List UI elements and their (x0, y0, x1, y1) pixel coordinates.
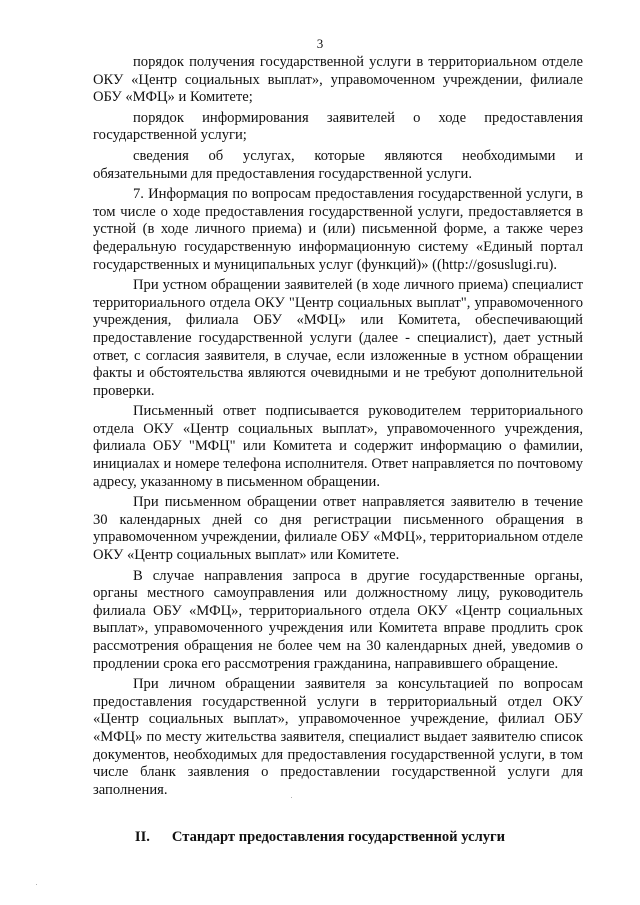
paragraph-written-answer: Письменный ответ подписывается руководителем территориального отдела ОКУ «Центр социальных выплат», управомоченного учреждения, филиала ОБУ "МФЦ" или Комитета и содержит информацию о фамилии, инициалах и номере телефона исполнителя. Ответ направляется по почтовому адресу, указанному в письменном обращении. (93, 403, 583, 490)
paragraph-related-services: сведения об услугах, которые являются необходимыми и обязательными для предоставления государственной услуги. (93, 147, 583, 182)
paragraph-personal-consultation: При личном обращении заявителя за консультацией по вопросам предоставления государственной услуги в территориальный отдел ОКУ «Центр социальных выплат», управомоченное учреждение, филиал ОБУ «МФЦ» по месту жительства заявителя, специалист выдает заявителю список документов, необходимых для предоставления государственной услуги, в том числе бланк заявления о предоставлении государственной услуги для заполнения. (93, 676, 583, 798)
page-number: 3 (316, 36, 324, 51)
paragraph-written-request: При письменном обращении ответ направляется заявителю в течение 30 календарных дней со дня регистрации письменного обращения в управомоченном учреждении, филиале ОБУ «МФЦ», территориальном отделе ОКУ «Центр социальных выплат» или Комитете. (93, 494, 583, 564)
paragraph-procedure: порядок получения государственной услуги в территориальном отделе ОКУ «Центр социальных выплат», управомоченном учреждении, филиале ОБУ «МФЦ» и Комитете; (93, 54, 583, 106)
paragraph-informing: порядок информирования заявителей о ходе предоставления государственной услуги; (93, 109, 583, 144)
section-heading (0, 828, 640, 846)
scan-speck (36, 884, 37, 885)
paragraph-oral-request: При устном обращении заявителей (в ходе личного приема) специалист территориального отдела ОКУ "Центр социальных выплат", управомоченного учреждения, филиала ОБУ «МФЦ» или Комитета, обеспечивающий предоставление государственной услуги (далее - специалист), дает устный ответ, с согласия заявителя, в случае, если изложенные в устном обращении факты и обстоятельства являются очевидными и не требуют дополнительной проверки. (93, 277, 583, 399)
document-body (93, 54, 583, 802)
section-number: II. (134, 829, 150, 845)
scan-speck (291, 797, 292, 798)
section-title: Стандарт предоставления государственной услуги (171, 829, 506, 845)
paragraph-item-7: 7. Информация по вопросам предоставления государственной услуги, в том числе о ходе предоставления государственной услуги, предоставляется в устной (в ходе личного приема) и (или) письменной форме, а также через федеральную государственную информационную систему «Единый портал государственных и муниципальных услуг (функций)» ((http://gosuslugi.ru). (93, 186, 583, 273)
paragraph-extension: В случае направления запроса в другие государственные органы, органы местного самоуправления или должностному лицу, руководитель филиала ОБУ «МФЦ», территориального отдела ОКУ «Центр социальных выплат», управомоченного учреждения или Комитета вправе продлить срок рассмотрения обращения не более чем на 30 календарных дней, уведомив о продлении срока его рассмотрения гражданина, направившего обращение. (93, 567, 583, 672)
